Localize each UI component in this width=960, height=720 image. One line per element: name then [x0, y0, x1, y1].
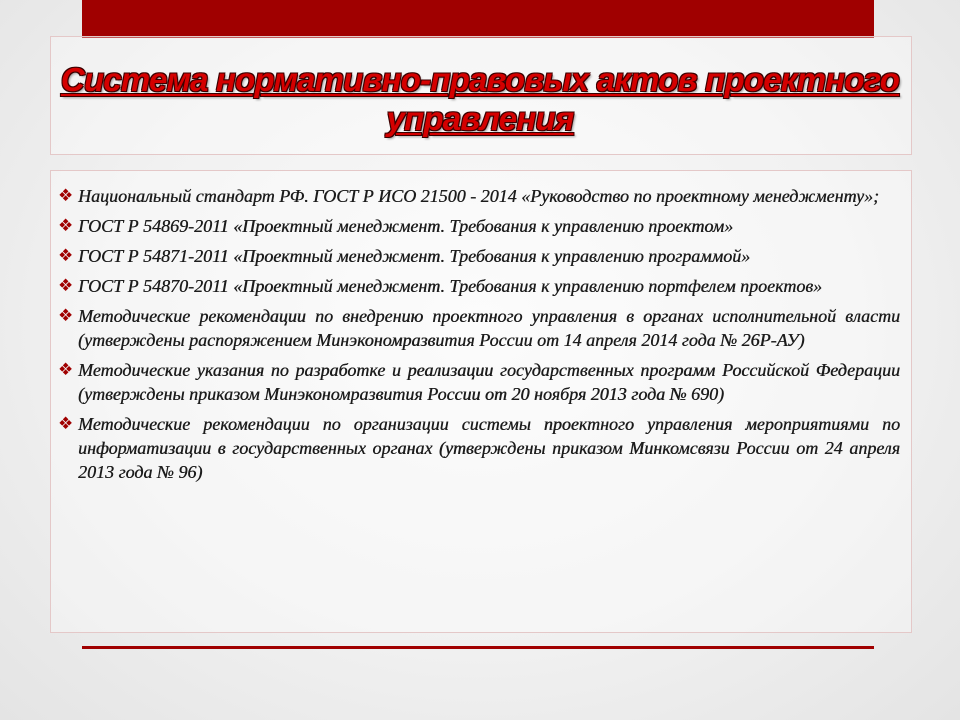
list-item-text: ГОСТ Р 54870-2011 «Проектный менеджмент. Требования к управлению портфелем проектов» — [78, 276, 823, 296]
list-item — [58, 412, 900, 484]
top-accent-bar — [82, 0, 874, 38]
list-item — [58, 274, 900, 298]
diamond-bullet-icon: ❖ — [58, 306, 74, 325]
diamond-bullet-icon: ❖ — [58, 216, 74, 235]
diamond-bullet-icon: ❖ — [58, 414, 74, 433]
diamond-bullet-icon: ❖ — [58, 360, 74, 379]
diamond-bullet-icon: ❖ — [58, 276, 74, 295]
list-item-text: Методические рекомендации по внедрению проектного управления в органах исполнительной власти (утверждены распоряжением Минэкономразвития России от 14 апреля 2014 года № 26Р-АУ) — [78, 306, 900, 350]
list-item — [58, 214, 900, 238]
list-item-text: Методические указания по разработке и реализации государственных программ Российской Федерации (утверждены приказом Минэкономразвития России от 20 ноября 2013 года № 690) — [78, 360, 900, 404]
diamond-bullet-icon: ❖ — [58, 246, 74, 265]
list-item-text: Методические рекомендации по организации системы проектного управления мероприятиями по информатизации в государственных органах (утверждены приказом Минкомсвязи России от 24 апреля 2013 года № 96) — [78, 414, 900, 482]
diamond-bullet-icon: ❖ — [58, 186, 74, 205]
bottom-divider — [82, 646, 874, 649]
list-item-text: ГОСТ Р 54871-2011 «Проектный менеджмент. Требования к управлению программой» — [78, 246, 751, 266]
list-item-text: Национальный стандарт РФ. ГОСТ Р ИСО 21500 - 2014 «Руководство по проектному менеджменту»; — [78, 186, 879, 206]
standards-list — [58, 184, 900, 490]
slide-title: Система нормативно-правовых актов проектного управления — [60, 61, 900, 137]
list-item — [58, 244, 900, 268]
list-item — [58, 358, 900, 406]
list-item — [58, 304, 900, 352]
list-item-text: ГОСТ Р 54869-2011 «Проектный менеджмент. Требования к управлению проектом» — [78, 216, 734, 236]
list-item — [58, 184, 900, 208]
